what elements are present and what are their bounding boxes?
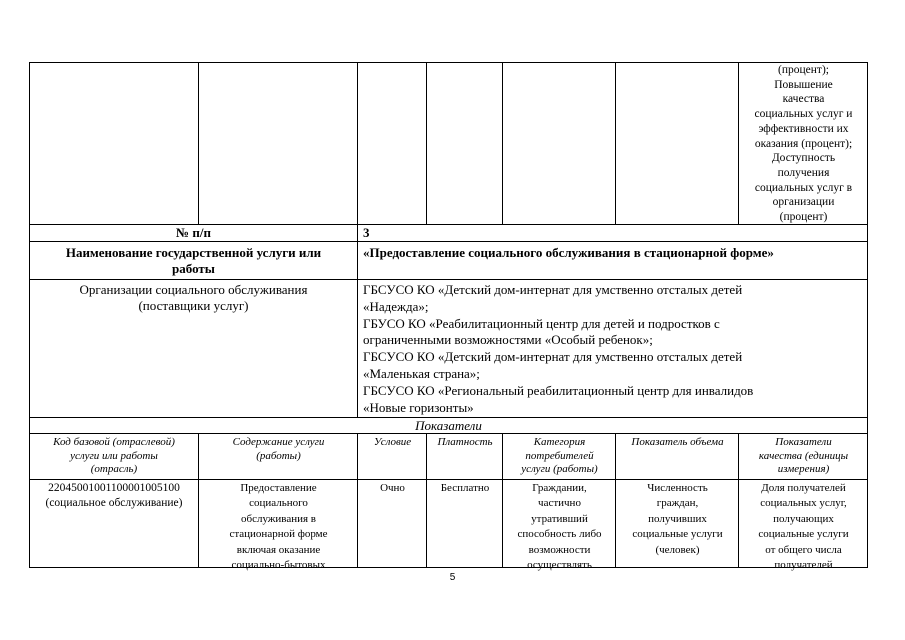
- text-line: (работы): [256, 449, 301, 462]
- col-header-category: [503, 434, 616, 480]
- text-line: ограниченными возможностями «Особый ребенок»;: [363, 332, 653, 348]
- top-cell-1: [29, 62, 199, 225]
- number-label: № п/п: [176, 225, 211, 240]
- text-line: (процент): [779, 211, 828, 224]
- col-header-quality: [739, 434, 868, 480]
- text-line: ГБСУСО КО «Региональный реабилитационный центр для инвалидов: [363, 382, 754, 398]
- data-condition-cell: [358, 480, 427, 568]
- col-header-condition-text: [358, 436, 427, 450]
- text-line: измерения): [777, 463, 830, 475]
- col-header-code: [29, 434, 199, 480]
- col-header-payment: [427, 434, 503, 480]
- col-header-quality-text: [739, 436, 868, 477]
- text-line: Очно: [380, 482, 405, 494]
- text-line: «Маленькая страна»;: [363, 365, 480, 381]
- org-list: [363, 282, 863, 416]
- top-cell-5: [503, 62, 616, 225]
- text-line: эффективности их: [758, 122, 849, 135]
- text-line: ГБСУСО КО «Детский дом-интернат для умственно отсталых детей: [363, 349, 743, 365]
- service-name-value-cell: [358, 242, 868, 280]
- text-line: (отрасль): [90, 463, 138, 475]
- text-line: социальных услуг и: [754, 108, 853, 121]
- data-payment-cell: [427, 480, 503, 568]
- col-header-volume: [616, 434, 739, 480]
- service-name-label: [29, 245, 358, 277]
- text-line: социальные услуги: [758, 528, 849, 541]
- text-line: Повышение: [774, 78, 833, 91]
- text-line: Организации социального обслуживания: [79, 282, 308, 297]
- text-line: социальных услуг,: [760, 497, 847, 510]
- top-cell-quality: [739, 62, 868, 225]
- text-line: Платность: [437, 436, 493, 448]
- data-volume: [616, 481, 739, 558]
- text-line: качества: [782, 93, 825, 106]
- text-line: социального: [249, 497, 308, 510]
- service-name-label-cell: [29, 242, 358, 280]
- text-line: «Надежда»;: [363, 298, 429, 314]
- col-header-payment-text: [427, 436, 503, 450]
- col-header-content: [199, 434, 358, 480]
- text-line: Граждании,: [532, 482, 587, 494]
- text-line: Содержание услуги: [232, 436, 325, 448]
- text-line: Категория: [533, 436, 586, 448]
- text-line: граждан,: [656, 497, 699, 510]
- text-line: ГБУСО КО «Реабилитационный центр для детей и подростков с: [363, 315, 720, 331]
- text-line: 22045001001100001005100: [48, 482, 180, 494]
- data-quality: [739, 481, 868, 573]
- org-value-cell: [358, 280, 868, 418]
- text-line: социально-бытовых: [231, 559, 326, 572]
- text-line: (процент);: [778, 64, 829, 76]
- text-line: от общего числа: [765, 543, 842, 556]
- indicators-title-cell: [29, 418, 868, 434]
- text-line: утративший: [531, 512, 588, 525]
- text-line: получателей: [774, 559, 833, 572]
- text-line: Условие: [373, 436, 412, 448]
- org-label-cell: [29, 280, 358, 418]
- text-line: качества (единицы: [758, 449, 849, 462]
- top-cell-4: [427, 62, 503, 225]
- indicators-title: Показатели: [415, 418, 482, 433]
- data-code-cell: [29, 480, 199, 568]
- text-line: (человек): [655, 543, 700, 556]
- text-line: получающих: [773, 512, 834, 525]
- col-header-volume-text: [616, 436, 739, 450]
- text-line: Бесплатно: [440, 482, 490, 494]
- text-line: способность либо: [517, 528, 602, 541]
- number-value-cell: [358, 224, 868, 242]
- text-line: услуги или работы: [70, 449, 158, 462]
- data-content-cell: [199, 480, 358, 572]
- text-line: Доступность: [771, 152, 836, 165]
- number-label-cell: [29, 224, 358, 242]
- text-line: осуществлять: [527, 559, 592, 572]
- text-line: оказания (процент);: [754, 137, 853, 150]
- data-payment: [427, 481, 503, 496]
- text-line: стационарной форме: [229, 528, 328, 541]
- quality-continuation-text: [739, 63, 868, 225]
- data-category-cell: [503, 480, 616, 572]
- page-number: 5: [449, 572, 456, 583]
- org-label: [29, 282, 358, 314]
- data-code: [29, 481, 199, 512]
- data-condition: [358, 481, 427, 496]
- text-line: возможности: [528, 543, 591, 556]
- text-line: (поставщики услуг): [138, 298, 249, 313]
- text-line: обслуживания в: [240, 512, 317, 525]
- text-line: ГБСУСО КО «Детский дом-интернат для умственно отсталых детей: [363, 282, 743, 297]
- col-header-content-text: [199, 436, 358, 463]
- text-line: социальных услуг в: [754, 181, 853, 194]
- text-line: Доля получателей: [761, 482, 846, 494]
- col-header-condition: [358, 434, 427, 480]
- text-line: Предоставление: [240, 482, 317, 494]
- top-cell-6: [616, 62, 739, 225]
- text-line: Численность: [647, 482, 708, 494]
- data-volume-cell: [616, 480, 739, 568]
- top-cell-2: [199, 62, 358, 225]
- data-quality-cell: [739, 480, 868, 572]
- text-line: частично: [538, 497, 581, 510]
- data-category: [503, 481, 616, 573]
- text-line: Код базовой (отраслевой): [53, 436, 175, 448]
- number-value: 3: [363, 225, 370, 240]
- text-line: включая оказание: [236, 543, 321, 556]
- text-line: Наименование государственной услуги или: [65, 245, 322, 260]
- col-header-code-text: [29, 436, 199, 477]
- text-line: Показатель объема: [631, 436, 724, 448]
- text-line: услуги (работы): [521, 463, 598, 475]
- service-name-value: «Предоставление социального обслуживания в стационарной форме»: [363, 245, 774, 260]
- data-content: [199, 481, 358, 573]
- top-cell-3: [358, 62, 427, 225]
- text-line: организации: [772, 196, 835, 209]
- text-line: потребителей: [525, 449, 594, 462]
- text-line: работы: [172, 261, 215, 276]
- text-line: «Новые горизонты»: [363, 399, 474, 415]
- text-line: (социальное обслуживание): [45, 497, 183, 510]
- text-line: получения: [777, 166, 830, 179]
- text-line: Показатели: [775, 436, 832, 448]
- text-line: получивших: [648, 512, 707, 525]
- col-header-category-text: [503, 436, 616, 477]
- text-line: социальные услуги: [632, 528, 723, 541]
